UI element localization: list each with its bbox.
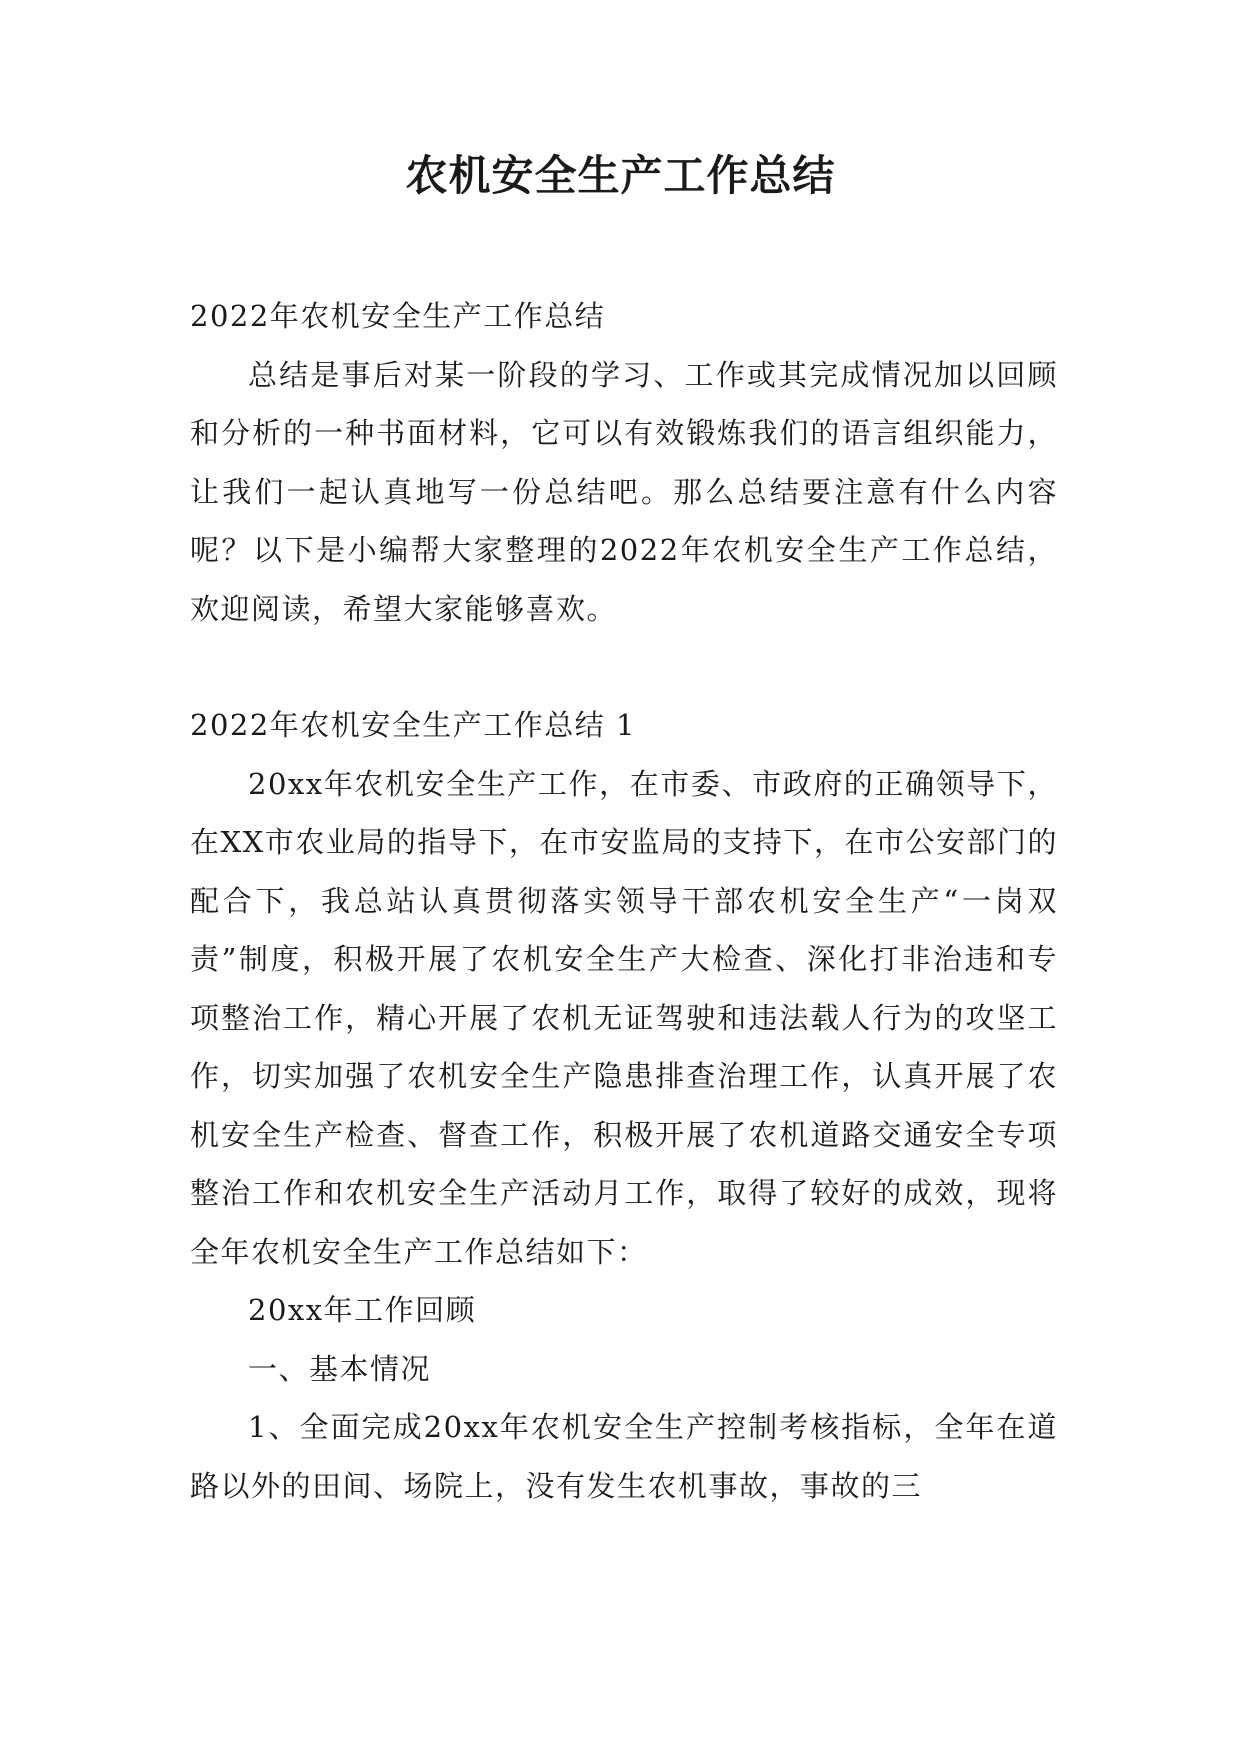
part1-paragraph: 20xx年农机安全生产工作，在市委、市政府的正确领导下，在XX市农业局的指导下，在市安监局的支持下，在市公安部门的配合下，我总站认真贯彻落实领导干部农机安全生产“一岗双责”制度，积极开展了农机安全生产大检查、深化打非治违和专项整治工作，精心开展了农机无证驾驶和违法载人行为的攻坚工作，切实加强了农机安全生产隐患排查治理工作，认真开展了农机安全生产检查、督查工作，积极开展了农机道路交通安全专项整治工作和农机安全生产活动月工作，取得了较好的成效，现将全年农机安全生产工作总结如下： <box>190 766 1058 1269</box>
basic-heading: 一、基本情况 <box>248 1351 432 1386</box>
review-heading: 20xx年工作回顾 <box>248 1293 477 1327</box>
document-title: 农机安全生产工作总结 <box>405 151 836 200</box>
document-body <box>190 287 1058 1515</box>
intro-paragraph: 总结是事后对某一阶段的学习、工作或其完成情况加以回顾和分析的一种书面材料，它可以有效锻炼我们的语言组织能力，让我们一起认真地写一份总结吧。那么总结要注意有什么内容呢？以下是小编帮大家整理的2022年农机安全生产工作总结，欢迎阅读，希望大家能够喜欢。 <box>190 357 1058 626</box>
section-gap <box>190 638 1058 696</box>
item1-paragraph: 1、全面完成20xx年农机安全生产控制考核指标，全年在道路以外的田间、场院上，没有发生农机事故，事故的三 <box>190 1410 1058 1503</box>
intro-heading: 2022年农机安全生产工作总结 <box>190 299 606 333</box>
part1-heading: 2022年农机安全生产工作总结 1 <box>190 708 636 742</box>
